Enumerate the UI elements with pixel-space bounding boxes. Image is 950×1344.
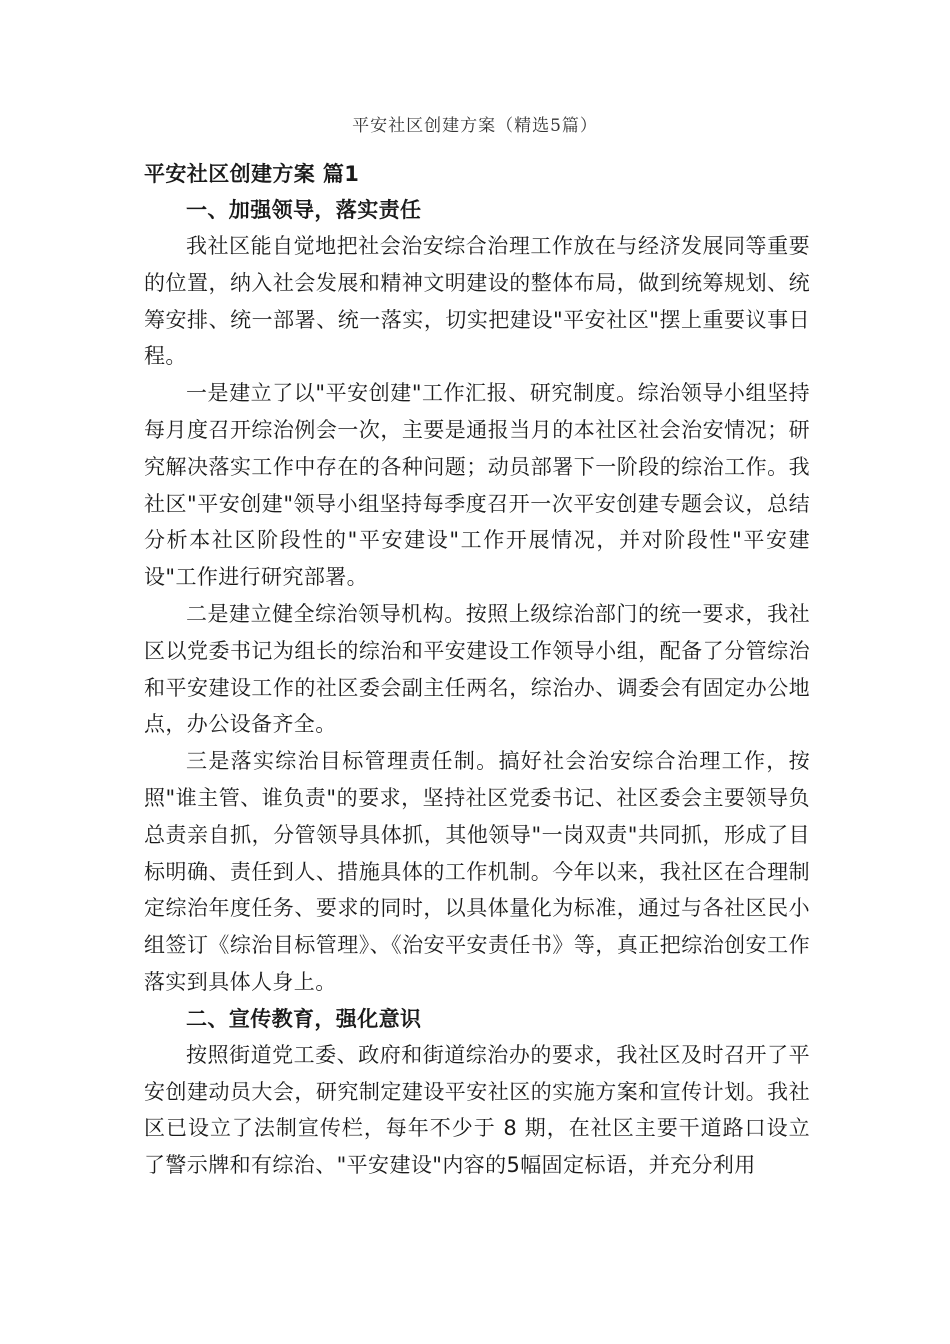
paragraph: 一是建立了以"平安创建"工作汇报、研究制度。综治领导小组坚持每月度召开综治例会一次，主要是通报当月的本社区社会治安情况；研究解决落实工作中存在的各种问题；动员部署下一阶段的综治工作。我社区"平安创建"领导小组坚持每季度召开一次平安创建专题会议，总结分析本社区阶段性的"平安建设"工作开展情况，并对阶段性"平安建设"工作进行研究部署。 [144, 381, 810, 590]
paragraph: 按照街道党工委、政府和街道综治办的要求，我社区及时召开了平安创建动员大会，研究制定建设平安社区的实施方案和宣传计划。我社区已设立了法制宣传栏，每年不少于 8 期，在社区主要干道路口设立了警示牌和有综治、"平安建设"内容的5幅固定标语，并充分利用 [144, 1042, 810, 1178]
section-heading-leadership: 一、加强领导，落实责任 [186, 198, 422, 222]
section-heading-education: 二、宣传教育，强化意识 [186, 1006, 422, 1031]
paragraph: 我社区能自觉地把社会治安综合治理工作放在与经济发展同等重要的位置，纳入社会发展和精神文明建设的整体布局，做到统筹规划、统筹安排、统一部署、统一落实，切实把建设"平安社区"摆上重要议事日程。 [144, 234, 810, 369]
document-body [144, 156, 810, 1184]
document-title: 平安社区创建方案（精选5篇） [352, 116, 598, 136]
paragraph: 三是落实综治目标管理责任制。搞好社会治安综合治理工作，按照"谁主管、谁负责"的要求，坚持社区党委书记、社区委会主要领导负总责亲自抓，分管领导具体抓，其他领导"一岗双责"共同抓，形成了目标明确、责任到人、措施具体的工作机制。今年以来，我社区在合理制定综治年度任务、要求的同时，以具体量化为标准，通过与各社区民小组签订《综治目标管理》、《治安平安责任书》等，真正把综治创安工作落实到具体人身上。 [144, 749, 810, 994]
paragraph: 二是建立健全综治领导机构。按照上级综治部门的统一要求，我社区以党委书记为组长的综治和平安建设工作领导小组，配备了分管综治和平安建设工作的社区委会副主任两名，综治办、调委会有固定办公地点，办公设备齐全。 [144, 601, 810, 737]
chapter-heading: 平安社区创建方案 篇1 [144, 162, 360, 186]
